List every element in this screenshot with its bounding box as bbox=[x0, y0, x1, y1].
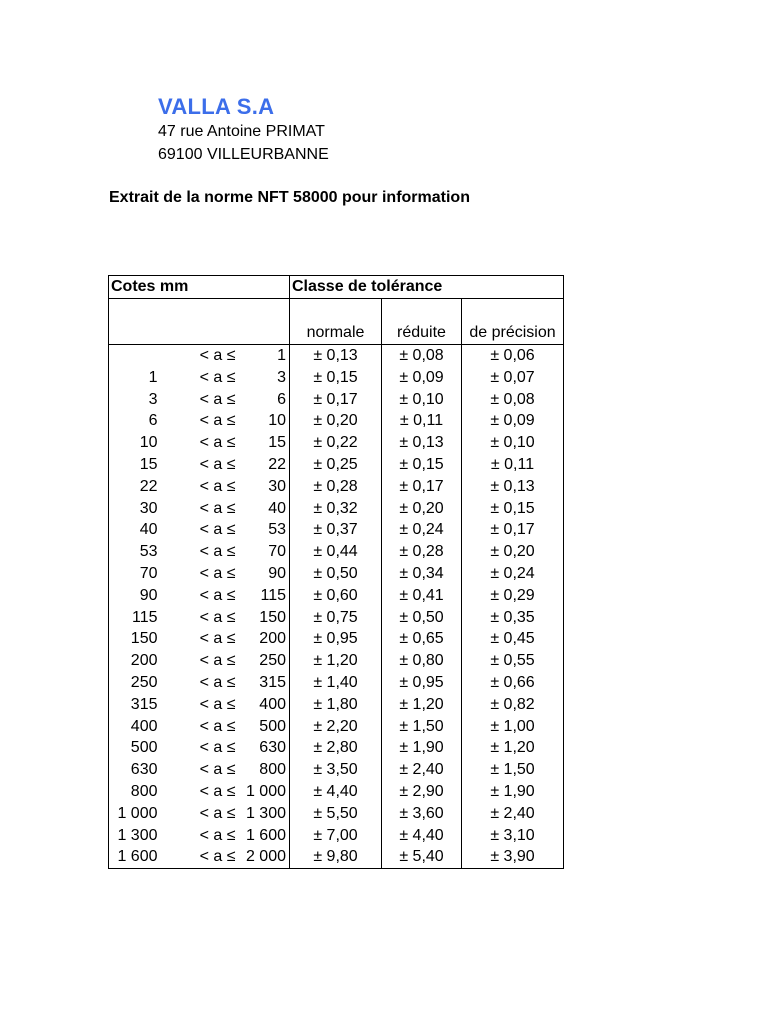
table-row bbox=[109, 650, 564, 672]
table-row bbox=[109, 454, 564, 476]
tolerance-normale: ± 9,80 bbox=[290, 846, 382, 868]
cote-to: 315 bbox=[239, 672, 290, 694]
tolerance-reduite: ± 0,10 bbox=[382, 389, 462, 411]
cote-from: 70 bbox=[109, 563, 161, 585]
table-row bbox=[109, 694, 564, 716]
tolerance-reduite: ± 0,41 bbox=[382, 585, 462, 607]
cote-from: 22 bbox=[109, 476, 161, 498]
cote-from: 40 bbox=[109, 519, 161, 541]
tolerance-normale: ± 0,13 bbox=[290, 345, 382, 367]
tolerance-table bbox=[108, 275, 564, 869]
tolerance-precision: ± 0,20 bbox=[462, 541, 564, 563]
table-row bbox=[109, 628, 564, 650]
tolerance-precision: ± 0,06 bbox=[462, 345, 564, 367]
cote-operator: < a ≤ bbox=[199, 717, 236, 735]
cote-from bbox=[109, 345, 161, 367]
table-row bbox=[109, 803, 564, 825]
header-cotes: Cotes mm bbox=[109, 276, 290, 299]
tolerance-normale: ± 0,44 bbox=[290, 541, 382, 563]
tolerance-precision: ± 3,10 bbox=[462, 825, 564, 847]
tolerance-precision: ± 1,90 bbox=[462, 781, 564, 803]
tolerance-reduite: ± 0,95 bbox=[382, 672, 462, 694]
tolerance-reduite: ± 3,60 bbox=[382, 803, 462, 825]
cote-operator: < a ≤ bbox=[199, 695, 236, 713]
table-row bbox=[109, 825, 564, 847]
cote-operator: < a ≤ bbox=[199, 434, 236, 452]
table-row bbox=[109, 345, 564, 367]
cote-from: 200 bbox=[109, 650, 161, 672]
cote-from: 15 bbox=[109, 454, 161, 476]
cote-to: 250 bbox=[239, 650, 290, 672]
tolerance-normale: ± 0,28 bbox=[290, 476, 382, 498]
cote-operator: < a ≤ bbox=[199, 564, 236, 582]
header-classe-tolerance: Classe de tolérance bbox=[290, 276, 564, 299]
cote-operator: < a ≤ bbox=[199, 826, 236, 844]
cote-to: 70 bbox=[239, 541, 290, 563]
tolerance-precision: ± 0,09 bbox=[462, 410, 564, 432]
tolerance-normale: ± 2,80 bbox=[290, 737, 382, 759]
cote-operator: < a ≤ bbox=[199, 586, 236, 604]
cote-from: 1 300 bbox=[109, 825, 161, 847]
tolerance-normale: ± 7,00 bbox=[290, 825, 382, 847]
header-normale: normale bbox=[290, 299, 382, 345]
table-row bbox=[109, 389, 564, 411]
tolerance-precision: ± 0,55 bbox=[462, 650, 564, 672]
tolerance-normale: ± 0,50 bbox=[290, 563, 382, 585]
table-row bbox=[109, 737, 564, 759]
tolerance-reduite: ± 1,90 bbox=[382, 737, 462, 759]
tolerance-reduite: ± 0,09 bbox=[382, 367, 462, 389]
cote-from: 400 bbox=[109, 716, 161, 738]
cote-to: 30 bbox=[239, 476, 290, 498]
cote-operator: < a ≤ bbox=[161, 846, 239, 868]
cote-to: 500 bbox=[239, 716, 290, 738]
tolerance-normale: ± 1,20 bbox=[290, 650, 382, 672]
tolerance-normale: ± 0,37 bbox=[290, 519, 382, 541]
cote-to: 53 bbox=[239, 519, 290, 541]
tolerance-reduite: ± 0,17 bbox=[382, 476, 462, 498]
tolerance-reduite: ± 0,11 bbox=[382, 410, 462, 432]
tolerance-reduite: ± 1,50 bbox=[382, 716, 462, 738]
tolerance-normale: ± 0,25 bbox=[290, 454, 382, 476]
tolerance-reduite: ± 0,28 bbox=[382, 541, 462, 563]
cote-from: 800 bbox=[109, 781, 161, 803]
tolerance-normale: ± 1,40 bbox=[290, 672, 382, 694]
cote-to: 200 bbox=[239, 628, 290, 650]
cote-from: 1 000 bbox=[109, 803, 161, 825]
table-row bbox=[109, 432, 564, 454]
cote-from: 10 bbox=[109, 432, 161, 454]
cote-to: 400 bbox=[239, 694, 290, 716]
cote-operator: < a ≤ bbox=[199, 347, 236, 364]
tolerance-precision: ± 1,00 bbox=[462, 716, 564, 738]
cote-operator: < a ≤ bbox=[199, 455, 236, 473]
company-address-street: 47 rue Antoine PRIMAT bbox=[158, 123, 325, 140]
tolerance-reduite: ± 0,13 bbox=[382, 432, 462, 454]
table-row bbox=[109, 541, 564, 563]
cote-from: 6 bbox=[109, 410, 161, 432]
cote-to: 1 bbox=[239, 345, 290, 367]
table-row bbox=[109, 846, 564, 868]
table-row bbox=[109, 410, 564, 432]
table-row bbox=[109, 759, 564, 781]
cote-operator: < a ≤ bbox=[199, 368, 236, 386]
cote-operator: < a ≤ bbox=[199, 543, 236, 561]
header-precision: de précision bbox=[462, 299, 564, 345]
cote-operator: < a ≤ bbox=[199, 761, 236, 779]
tolerance-reduite: ± 2,40 bbox=[382, 759, 462, 781]
tolerance-precision: ± 0,10 bbox=[462, 432, 564, 454]
tolerance-reduite: ± 0,20 bbox=[382, 498, 462, 520]
table-row bbox=[109, 672, 564, 694]
table-row bbox=[109, 585, 564, 607]
company-address-city: 69100 VILLEURBANNE bbox=[158, 146, 329, 163]
table-row bbox=[109, 476, 564, 498]
tolerance-precision: ± 0,08 bbox=[462, 389, 564, 411]
cote-to: 40 bbox=[239, 498, 290, 520]
tolerance-normale: ± 3,50 bbox=[290, 759, 382, 781]
table-row bbox=[109, 716, 564, 738]
tolerance-normale: ± 0,75 bbox=[290, 607, 382, 629]
table-subheader-row bbox=[109, 299, 564, 345]
tolerance-normale: ± 1,80 bbox=[290, 694, 382, 716]
tolerance-precision: ± 0,24 bbox=[462, 563, 564, 585]
tolerance-precision: ± 0,66 bbox=[462, 672, 564, 694]
table-row bbox=[109, 498, 564, 520]
tolerance-normale: ± 0,22 bbox=[290, 432, 382, 454]
table-row bbox=[109, 563, 564, 585]
tolerance-reduite: ± 5,40 bbox=[382, 846, 462, 868]
cote-to: 115 bbox=[239, 585, 290, 607]
tolerance-precision: ± 3,90 bbox=[462, 846, 564, 868]
cote-to: 15 bbox=[239, 432, 290, 454]
tolerance-reduite: ± 4,40 bbox=[382, 825, 462, 847]
tolerance-precision: ± 0,35 bbox=[462, 607, 564, 629]
cote-from: 53 bbox=[109, 541, 161, 563]
tolerance-reduite: ± 0,34 bbox=[382, 563, 462, 585]
cote-to: 22 bbox=[239, 454, 290, 476]
cote-to: 90 bbox=[239, 563, 290, 585]
tolerance-reduite: ± 2,90 bbox=[382, 781, 462, 803]
cote-to: 150 bbox=[239, 607, 290, 629]
cote-from: 315 bbox=[109, 694, 161, 716]
cote-operator: < a ≤ bbox=[199, 477, 236, 495]
table-header-row bbox=[109, 276, 564, 299]
tolerance-normale: ± 4,40 bbox=[290, 781, 382, 803]
tolerance-reduite: ± 0,50 bbox=[382, 607, 462, 629]
cote-from: 1 600 bbox=[109, 846, 161, 868]
cote-from: 500 bbox=[109, 737, 161, 759]
tolerance-precision: ± 2,40 bbox=[462, 803, 564, 825]
cote-operator: < a ≤ bbox=[199, 390, 236, 408]
cote-operator: < a ≤ bbox=[199, 608, 236, 626]
tolerance-reduite: ± 1,20 bbox=[382, 694, 462, 716]
cote-operator: < a ≤ bbox=[199, 739, 236, 757]
tolerance-precision: ± 1,50 bbox=[462, 759, 564, 781]
cote-to: 630 bbox=[239, 737, 290, 759]
cote-operator: < a ≤ bbox=[199, 804, 236, 822]
tolerance-precision: ± 0,17 bbox=[462, 519, 564, 541]
extract-title: Extrait de la norme NFT 58000 pour information bbox=[109, 189, 470, 206]
cote-to: 1 300 bbox=[239, 803, 290, 825]
table-row bbox=[109, 367, 564, 389]
cote-to: 1 000 bbox=[239, 781, 290, 803]
cote-operator: < a ≤ bbox=[199, 521, 236, 539]
tolerance-reduite: ± 0,80 bbox=[382, 650, 462, 672]
cote-from: 3 bbox=[109, 389, 161, 411]
tolerance-reduite: ± 0,15 bbox=[382, 454, 462, 476]
tolerance-precision: ± 1,20 bbox=[462, 737, 564, 759]
cote-to: 2 000 bbox=[239, 846, 290, 868]
company-name: VALLA S.A bbox=[158, 94, 275, 119]
tolerance-normale: ± 0,20 bbox=[290, 410, 382, 432]
cote-to: 10 bbox=[239, 410, 290, 432]
tolerance-normale: ± 0,32 bbox=[290, 498, 382, 520]
cote-from: 1 bbox=[109, 367, 161, 389]
cote-to: 800 bbox=[239, 759, 290, 781]
cote-operator: < a ≤ bbox=[199, 499, 236, 517]
cote-operator: < a ≤ bbox=[199, 630, 236, 648]
cote-from: 115 bbox=[109, 607, 161, 629]
cote-operator: < a ≤ bbox=[199, 412, 236, 430]
cote-from: 30 bbox=[109, 498, 161, 520]
tolerance-precision: ± 0,11 bbox=[462, 454, 564, 476]
tolerance-normale: ± 0,17 bbox=[290, 389, 382, 411]
header-reduite: réduite bbox=[382, 299, 462, 345]
cote-operator: < a ≤ bbox=[199, 782, 236, 800]
tolerance-normale: ± 2,20 bbox=[290, 716, 382, 738]
tolerance-normale: ± 5,50 bbox=[290, 803, 382, 825]
table-row bbox=[109, 781, 564, 803]
tolerance-normale: ± 0,60 bbox=[290, 585, 382, 607]
tolerance-precision: ± 0,07 bbox=[462, 367, 564, 389]
cote-from: 150 bbox=[109, 628, 161, 650]
tolerance-precision: ± 0,13 bbox=[462, 476, 564, 498]
cote-from: 90 bbox=[109, 585, 161, 607]
tolerance-reduite: ± 0,65 bbox=[382, 628, 462, 650]
cote-to: 6 bbox=[239, 389, 290, 411]
table-row bbox=[109, 607, 564, 629]
header-cotes-blank bbox=[109, 299, 290, 345]
tolerance-precision: ± 0,45 bbox=[462, 628, 564, 650]
tolerance-normale: ± 0,95 bbox=[290, 628, 382, 650]
cote-to: 3 bbox=[239, 367, 290, 389]
cote-operator: < a ≤ bbox=[199, 673, 236, 691]
table-row bbox=[109, 519, 564, 541]
tolerance-precision: ± 0,15 bbox=[462, 498, 564, 520]
tolerance-precision: ± 0,82 bbox=[462, 694, 564, 716]
cote-to: 1 600 bbox=[239, 825, 290, 847]
cote-from: 250 bbox=[109, 672, 161, 694]
tolerance-precision: ± 0,29 bbox=[462, 585, 564, 607]
tolerance-reduite: ± 0,08 bbox=[382, 345, 462, 367]
tolerance-normale: ± 0,15 bbox=[290, 367, 382, 389]
cote-operator: < a ≤ bbox=[199, 652, 236, 670]
cote-from: 630 bbox=[109, 759, 161, 781]
tolerance-reduite: ± 0,24 bbox=[382, 519, 462, 541]
